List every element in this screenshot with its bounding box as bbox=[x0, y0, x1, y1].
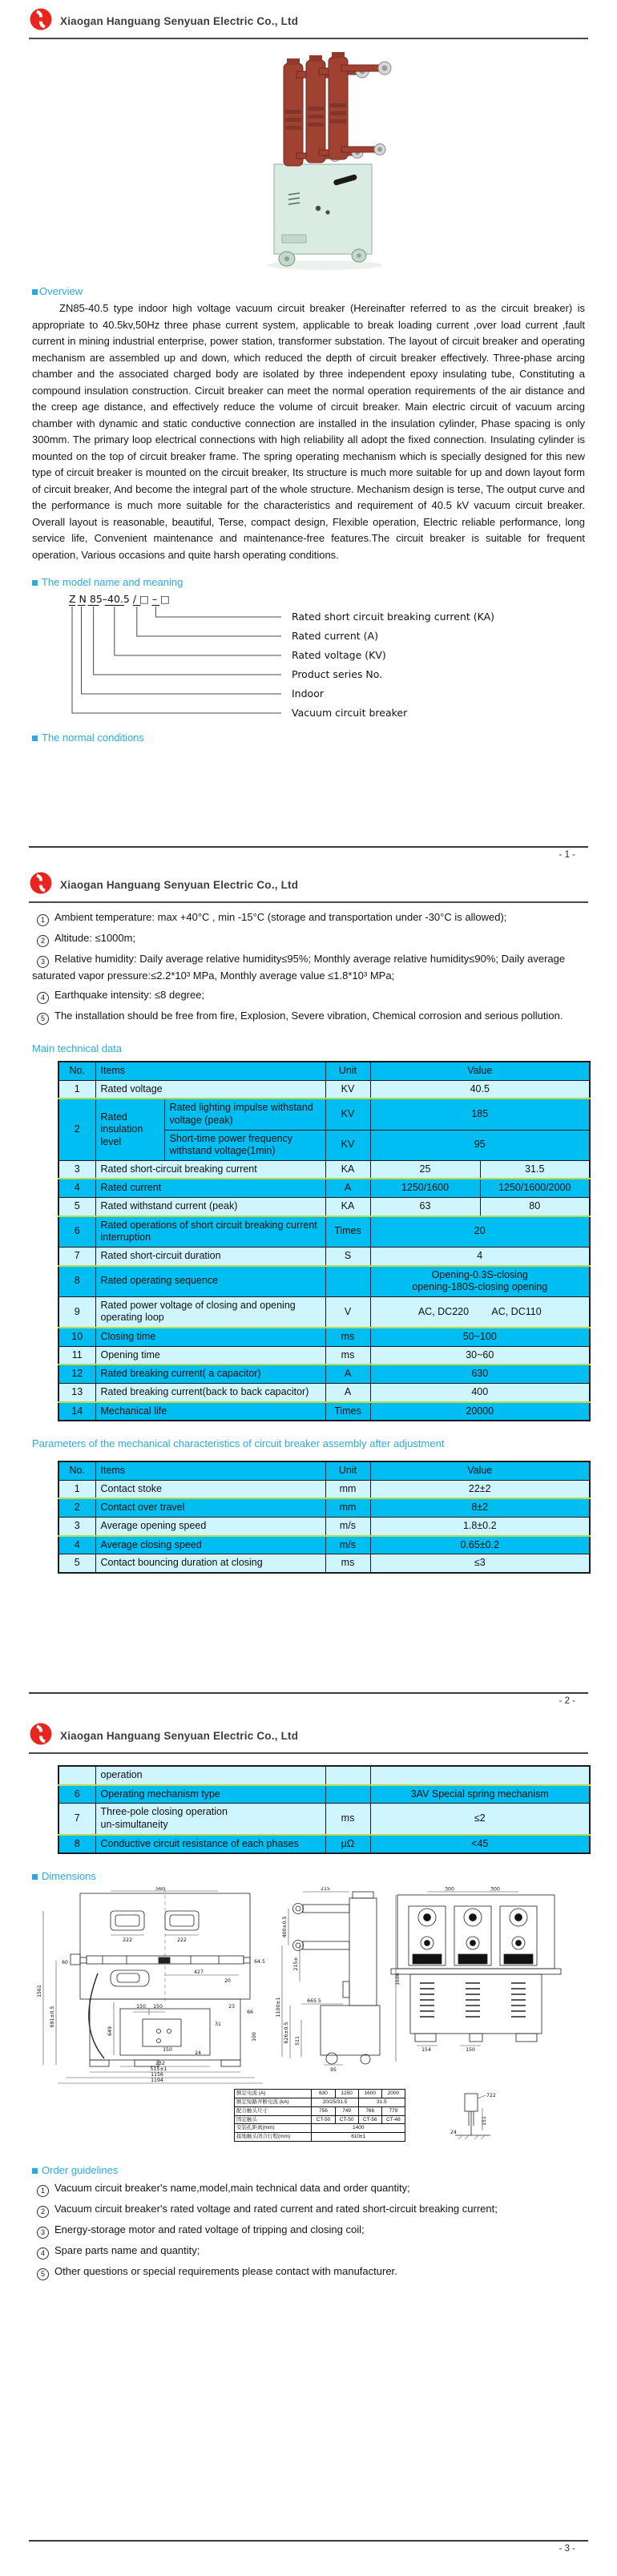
td-value: 20 bbox=[370, 1216, 590, 1248]
page-number: - 2 - bbox=[559, 1696, 575, 1706]
table-row bbox=[58, 1365, 590, 1383]
circled-number: 5 bbox=[37, 1013, 49, 1025]
model-label: Rated voltage (KV) bbox=[292, 649, 386, 661]
td-no: 4 bbox=[58, 1536, 95, 1554]
table-row bbox=[58, 1179, 590, 1197]
section-heading-label: Main technical data bbox=[32, 1042, 123, 1054]
td-no: 2 bbox=[58, 1498, 95, 1517]
td-value: 1400 bbox=[312, 2124, 405, 2133]
table-row bbox=[58, 1198, 590, 1216]
page-1 bbox=[0, 0, 617, 864]
dim-label: 400±0.5 bbox=[282, 1916, 288, 1938]
section-heading-label: Overview bbox=[39, 285, 83, 297]
td-item: Rated operations of short circuit breaking current interruption bbox=[95, 1216, 325, 1248]
td-value: 779 bbox=[381, 2106, 405, 2115]
circled-number: 3 bbox=[37, 956, 49, 968]
condition-text: Ambient temperature: max +40°C , min -15°C (storage and transportation under -30°C is allowed); bbox=[54, 911, 507, 923]
dim-label: 1686 bbox=[395, 1973, 401, 1985]
td-unit: KV bbox=[325, 1080, 370, 1099]
guideline-text: Vacuum circuit breaker's name,model,main technical data and order quantity; bbox=[54, 2182, 410, 2195]
guideline-item bbox=[32, 2201, 585, 2218]
header-rule bbox=[29, 38, 588, 39]
td-unit: A bbox=[325, 1179, 370, 1197]
product-photo bbox=[240, 44, 617, 279]
col-value: Value bbox=[370, 1461, 590, 1480]
td-value: 630 bbox=[370, 1365, 590, 1383]
guideline-text: Vacuum circuit breaker's rated voltage and rated current and rated short-circuit breaking current; bbox=[54, 2203, 498, 2215]
dim-label: 150 bbox=[466, 2047, 475, 2054]
td-value: 80 bbox=[480, 1198, 590, 1216]
td-subitem: Rated lighting impulse withstand voltage (peak) bbox=[164, 1099, 325, 1130]
dim-label: 1194 bbox=[151, 2078, 163, 2084]
td-no bbox=[58, 1766, 95, 1785]
td-value: ≤2 bbox=[370, 1804, 590, 1835]
model-label: Product series No. bbox=[292, 668, 383, 680]
table-row bbox=[58, 1536, 590, 1554]
dim-label: 1156 bbox=[151, 2072, 163, 2078]
td-no: 5 bbox=[58, 1198, 95, 1216]
td-value: 766 bbox=[358, 2106, 381, 2115]
table-row bbox=[58, 1346, 590, 1365]
page-footer-rule bbox=[29, 1692, 588, 1694]
td-no: 7 bbox=[58, 1804, 95, 1835]
dim-label: 154 bbox=[421, 2047, 431, 2054]
table-row bbox=[58, 1804, 590, 1835]
td-unit: KA bbox=[325, 1160, 370, 1179]
td-label: 接地触头闭合行程(mm) bbox=[235, 2133, 312, 2142]
td-item: Contact bouncing duration at closing bbox=[95, 1554, 325, 1573]
td-item: Rated short-circuit breaking current bbox=[95, 1160, 325, 1179]
section-heading-label: The normal conditions bbox=[42, 732, 144, 744]
dim-label: 691±0.5 bbox=[50, 2006, 55, 2028]
td-value: 4 bbox=[370, 1247, 590, 1265]
page-header bbox=[0, 1715, 617, 1750]
td-item: Rated breaking current( a capacitor) bbox=[95, 1365, 325, 1383]
section-heading-label: Dimensions bbox=[42, 1870, 96, 1883]
td-value: 630 bbox=[312, 2090, 335, 2098]
col-items: Items bbox=[95, 1062, 325, 1080]
circled-number: 5 bbox=[37, 2268, 49, 2280]
condition-item bbox=[32, 930, 585, 947]
td-no: 9 bbox=[58, 1296, 95, 1328]
td-item: Rated short-circuit duration bbox=[95, 1247, 325, 1265]
td-unit: KA bbox=[325, 1198, 370, 1216]
td-value: 20/25/31.5 bbox=[312, 2098, 358, 2106]
dim-label: 24 bbox=[450, 2130, 457, 2136]
td-unit: V bbox=[325, 1296, 370, 1328]
col-unit: Unit bbox=[325, 1062, 370, 1080]
model-code: Z N 85–40.5 / □ – □ bbox=[69, 593, 170, 605]
dim-label: 232 bbox=[155, 2061, 165, 2067]
dim-label: 222 bbox=[177, 1937, 187, 1944]
table-row bbox=[58, 1160, 590, 1179]
td-value: 31.5 bbox=[358, 2098, 405, 2106]
section-heading-label: The model name and meaning bbox=[42, 576, 183, 588]
model-label: Vacuum circuit breaker bbox=[292, 707, 408, 719]
td-value: 3AV Special spring mechanism bbox=[370, 1785, 590, 1804]
td-no: 6 bbox=[58, 1216, 95, 1248]
table-row bbox=[58, 1099, 590, 1130]
col-no: No. bbox=[58, 1461, 95, 1480]
dim-label: 64.5 bbox=[254, 1959, 265, 1965]
td-unit: Times bbox=[325, 1402, 370, 1421]
td-item: Rated breaking current(back to back capacitor) bbox=[95, 1383, 325, 1401]
td-value bbox=[370, 1296, 590, 1328]
td-no: 1 bbox=[58, 1480, 95, 1498]
table-row bbox=[58, 1383, 590, 1401]
company-name: Xiaogan Hanguang Senyuan Electric Co., Ltd bbox=[60, 879, 299, 891]
table-row bbox=[58, 1518, 590, 1536]
td-no: 5 bbox=[58, 1554, 95, 1573]
td-no: 12 bbox=[58, 1365, 95, 1383]
section-heading-label: Parameters of the mechanical characteristics of circuit breaker assembly after adjustment bbox=[32, 1437, 445, 1450]
model-label: Rated short circuit breaking current (KA) bbox=[292, 611, 495, 623]
td-item: Average opening speed bbox=[95, 1518, 325, 1536]
td-value: 749 bbox=[335, 2106, 358, 2115]
circled-number: 2 bbox=[37, 935, 49, 947]
td-item: Rated withstand current (peak) bbox=[95, 1198, 325, 1216]
section-heading-label: Order guidelines bbox=[42, 2164, 119, 2177]
table-row bbox=[235, 2133, 405, 2142]
model-label: Rated current (A) bbox=[292, 630, 378, 642]
td-no: 8 bbox=[58, 1266, 95, 1297]
table-row bbox=[58, 1266, 590, 1297]
company-logo-icon bbox=[29, 7, 53, 35]
td-item: Contact stoke bbox=[95, 1480, 325, 1498]
circled-number: 4 bbox=[37, 2247, 49, 2260]
td-item: Operating mechanism type bbox=[95, 1785, 325, 1804]
dimension-drawings bbox=[24, 1887, 598, 2158]
td-unit: mm bbox=[325, 1498, 370, 1517]
section-heading-model-meaning bbox=[32, 576, 617, 588]
td-value: CT-50 bbox=[335, 2115, 358, 2124]
dim-label: 31 bbox=[215, 2022, 221, 2028]
table-row bbox=[235, 2124, 405, 2133]
dim-label: 1561 bbox=[37, 1985, 42, 1998]
td-value: 1.8±0.2 bbox=[370, 1518, 590, 1536]
section-heading-main-technical-data bbox=[32, 1042, 617, 1054]
company-logo-icon bbox=[29, 871, 53, 899]
value-line: Opening-0.3S-closing bbox=[431, 1268, 528, 1280]
table-row bbox=[58, 1835, 590, 1854]
td-value: CT-48 bbox=[381, 2115, 405, 2124]
guideline-item bbox=[32, 2264, 585, 2280]
guideline-item bbox=[32, 2180, 585, 2197]
td-unit: S bbox=[325, 1247, 370, 1265]
table-row bbox=[58, 1766, 590, 1785]
table-row bbox=[58, 1080, 590, 1099]
td-no: 4 bbox=[58, 1179, 95, 1197]
td-unit: A bbox=[325, 1365, 370, 1383]
dim-label: 649 bbox=[107, 2026, 113, 2037]
td-value: 22±2 bbox=[370, 1480, 590, 1498]
td-no: 8 bbox=[58, 1835, 95, 1854]
td-unit: KV bbox=[325, 1130, 370, 1160]
table-header-row bbox=[58, 1062, 590, 1080]
col-no: No. bbox=[58, 1062, 95, 1080]
condition-item bbox=[32, 987, 585, 1004]
table-row bbox=[58, 1554, 590, 1573]
td-unit: Times bbox=[325, 1216, 370, 1248]
dim-label: 560 bbox=[155, 1887, 165, 1893]
dim-label: 24 bbox=[195, 2050, 201, 2057]
td-value: 400 bbox=[370, 1383, 590, 1401]
td-value: 756 bbox=[312, 2106, 335, 2115]
td-item: Mechanical life bbox=[95, 1402, 325, 1421]
td-item: Rated power voltage of closing and opening operating loop bbox=[95, 1296, 325, 1328]
td-no: 13 bbox=[58, 1383, 95, 1401]
table-row bbox=[58, 1402, 590, 1421]
model-label: Indoor bbox=[292, 687, 324, 699]
guideline-text: Energy-storage motor and rated voltage of tripping and closing coil; bbox=[54, 2223, 365, 2236]
td-no: 11 bbox=[58, 1346, 95, 1365]
td-value bbox=[370, 1266, 590, 1297]
model-meaning-diagram bbox=[37, 593, 617, 727]
table-row bbox=[58, 1328, 590, 1346]
dim-label: 427 bbox=[194, 1969, 204, 1976]
td-item: Opening time bbox=[95, 1346, 325, 1365]
td-value: 185 bbox=[370, 1099, 590, 1130]
section-heading-normal-conditions bbox=[32, 732, 617, 744]
td-item: Closing time bbox=[95, 1328, 325, 1346]
col-value: Value bbox=[370, 1062, 590, 1080]
condition-text: Earthquake intensity: ≤8 degree; bbox=[54, 989, 205, 1001]
td-item: Rated voltage bbox=[95, 1080, 325, 1099]
dim-label: 151 bbox=[482, 2116, 487, 2127]
td-unit: ms bbox=[325, 1804, 370, 1835]
td-item: Rated operating sequence bbox=[95, 1266, 325, 1297]
td-unit: KV bbox=[325, 1099, 370, 1130]
value-part: AC, DC220 bbox=[417, 1305, 470, 1317]
td-value: CT-50 bbox=[312, 2115, 335, 2124]
td-value: 30~60 bbox=[370, 1346, 590, 1365]
td-item: Rated insulation level bbox=[95, 1099, 164, 1160]
guideline-text: Other questions or special requirements please contact with manufacturer. bbox=[54, 2265, 397, 2278]
company-name: Xiaogan Hanguang Senyuan Electric Co., Ltd bbox=[60, 1730, 299, 1742]
td-unit: m/s bbox=[325, 1536, 370, 1554]
condition-text: The installation should be free from fire, Explosion, Severe vibration, Chemical corrosion and serious pollution. bbox=[54, 1010, 563, 1022]
td-item: Contact over travel bbox=[95, 1498, 325, 1517]
table-row bbox=[235, 2098, 405, 2106]
td-unit: ms bbox=[325, 1328, 370, 1346]
table-row bbox=[58, 1296, 590, 1328]
circled-number: 1 bbox=[37, 914, 49, 926]
dim-label: 60 bbox=[62, 1960, 68, 1966]
td-value: 63 bbox=[370, 1198, 480, 1216]
section-heading-mechanical-parameters bbox=[32, 1437, 617, 1449]
circled-number: 3 bbox=[37, 2227, 49, 2239]
item-line: Three-pole closing operation bbox=[100, 1806, 228, 1818]
table-row bbox=[58, 1216, 590, 1248]
td-no: 14 bbox=[58, 1402, 95, 1421]
guideline-item bbox=[32, 2243, 585, 2260]
section-bullet-icon bbox=[32, 736, 38, 741]
td-item: Rated current bbox=[95, 1179, 325, 1197]
td-no: 2 bbox=[58, 1099, 95, 1160]
td-value: 40.5 bbox=[370, 1080, 590, 1099]
dim-label: 215± bbox=[293, 1957, 299, 1971]
section-heading-dimensions bbox=[32, 1870, 617, 1882]
page-number: - 3 - bbox=[559, 2544, 575, 2554]
td-value: 1250 bbox=[335, 2090, 358, 2098]
circled-number: 1 bbox=[37, 2185, 49, 2197]
col-unit: Unit bbox=[325, 1461, 370, 1480]
td-label: 固定触头 bbox=[235, 2115, 312, 2124]
section-bullet-icon bbox=[32, 2168, 38, 2174]
td-label: 额定电流 (A) bbox=[235, 2090, 312, 2098]
dim-label: 95 bbox=[330, 2067, 337, 2074]
table-row bbox=[235, 2106, 405, 2115]
header-rule bbox=[29, 901, 588, 903]
page-header bbox=[0, 864, 617, 899]
td-unit bbox=[325, 1266, 370, 1297]
condition-text: Altitude: ≤1000m; bbox=[54, 932, 136, 944]
td-subitem: Short-time power frequency withstand voltage(1min) bbox=[164, 1130, 325, 1160]
table-row bbox=[58, 1785, 590, 1804]
td-label: 额定短路开断电流 (kA) bbox=[235, 2098, 312, 2106]
td-item: Average closing speed bbox=[95, 1536, 325, 1554]
dim-label: 1100±1 bbox=[276, 1997, 281, 2018]
col-items: Items bbox=[95, 1461, 325, 1480]
dim-label: 150 bbox=[153, 2004, 163, 2010]
overview-paragraph: ZN85-40.5 type indoor high voltage vacuum circuit breaker (Hereinafter referred to as the circuit breaker) is appropriate to 40.5kv,50Hz three phase current system, applicable to break loading current ,over load current ,fault current in mining industrial enterprise, power station, transformer substation. The layout of circuit breaker and operating mechanism are assembled up and down, which reduced the depth of circuit breaker effectively. Three-phase arcing chamber and the associated charged body are isolated by three independent epoxy insulating tube, Constituting a compound insulation construction. Circuit breaker can meet the normal operation requirements of the air distance and the creep age distance, and effectively reduce the volume of circuit breaker. Main electric circuit of vacuum arcing chamber with dynamic and static conductive connection are installed in the insulation cylinder, Phase spacing is only 300mm. The primary loop electrical connections with high reliability all adopt the fixed connection. Insulating cylinder is mounted on the top of circuit breaker frame. The spring operating mechanism which is specially designed for this new type of circuit breaker is mounted on the circuit breaker, Its structure is much more suitable for up and down layout form of circuit breaker, And become the integral part of the whole structure. Mechanism design is terse, The output curve and the performance is much more suitable for the characteristics and requirement of 40.5 kV vacuum circuit breaker. Overall layout is reasonable, beautiful, Terse, compact design, Flexible operation, Electric reliable performance, long service life, Convenient maintenance and maintenance-free features.The circuit breaker is suitable for frequent operation, Various occasions and quite harsh operating conditions. bbox=[32, 302, 585, 561]
section-bullet-icon bbox=[32, 289, 38, 295]
dim-label: 722 bbox=[486, 2093, 496, 2099]
page-footer-rule bbox=[29, 846, 588, 848]
page-3 bbox=[0, 1715, 617, 2576]
dim-label: 300 bbox=[490, 1887, 500, 1893]
td-unit: ms bbox=[325, 1554, 370, 1573]
dim-label: 300 bbox=[445, 1887, 454, 1893]
td-value bbox=[370, 1766, 590, 1785]
section-bullet-icon bbox=[32, 1874, 38, 1880]
table-row bbox=[58, 1498, 590, 1517]
mechanical-parameters-table-continued bbox=[58, 1765, 591, 1854]
page-header bbox=[0, 0, 617, 35]
dim-label: 515±1 bbox=[150, 2066, 167, 2073]
circled-number: 2 bbox=[37, 2206, 49, 2218]
td-no: 3 bbox=[58, 1160, 95, 1179]
table-row bbox=[58, 1480, 590, 1498]
td-value: 50~100 bbox=[370, 1328, 590, 1346]
dim-label: 222 bbox=[123, 1937, 132, 1944]
guideline-item bbox=[32, 2222, 585, 2239]
td-label: 安装孔距离(mm) bbox=[235, 2124, 312, 2133]
td-value: 2000 bbox=[381, 2090, 405, 2098]
company-name: Xiaogan Hanguang Senyuan Electric Co., Ltd bbox=[60, 15, 299, 27]
section-heading-order-guidelines bbox=[32, 2164, 617, 2176]
td-value: 8±2 bbox=[370, 1498, 590, 1517]
td-value: 31.5 bbox=[480, 1160, 590, 1179]
page-number: - 1 - bbox=[559, 850, 575, 860]
td-no: 10 bbox=[58, 1328, 95, 1346]
dim-label: 215 bbox=[321, 1887, 330, 1893]
td-unit: mm bbox=[325, 1480, 370, 1498]
header-rule bbox=[29, 1752, 588, 1754]
condition-item bbox=[32, 951, 585, 983]
td-value: CT-56 bbox=[358, 2115, 381, 2124]
td-item: operation bbox=[95, 1766, 325, 1785]
page-2 bbox=[0, 864, 617, 1715]
td-unit: A bbox=[325, 1383, 370, 1401]
td-unit: ms bbox=[325, 1346, 370, 1365]
td-value: <45 bbox=[370, 1835, 590, 1854]
guideline-text: Spare parts name and quantity; bbox=[54, 2244, 200, 2257]
condition-text: Relative humidity: Daily average relative humidity≤95%; Monthly average relative humidity≤90%; Daily average saturated vapor pressure:≤2.2*10³ MPa, Monthly average value ≤1.8*10³ MPa; bbox=[32, 953, 566, 982]
dim-label: 66 bbox=[247, 2010, 253, 2016]
vacuum-breaker-image bbox=[240, 44, 393, 275]
table-header-row bbox=[58, 1461, 590, 1480]
td-no: 3 bbox=[58, 1518, 95, 1536]
table-row bbox=[235, 2115, 405, 2124]
order-guidelines-list bbox=[32, 2180, 585, 2280]
main-technical-data-table bbox=[58, 1061, 591, 1421]
dim-label: 100 bbox=[252, 2032, 257, 2042]
td-value: 95 bbox=[370, 1130, 590, 1160]
section-heading-overview bbox=[32, 285, 617, 297]
item-line: un-simultaneity bbox=[100, 1818, 168, 1830]
dim-label: 150 bbox=[163, 2047, 172, 2054]
section-bullet-icon bbox=[32, 580, 38, 586]
td-value: 1250/1600 bbox=[370, 1179, 480, 1197]
value-part: AC, DC110 bbox=[491, 1305, 542, 1317]
td-value: 1250/1600/2000 bbox=[480, 1179, 590, 1197]
normal-conditions-list bbox=[32, 909, 585, 1025]
td-no: 1 bbox=[58, 1080, 95, 1099]
condition-item bbox=[32, 909, 585, 926]
dim-label: 626±0.5 bbox=[284, 2022, 289, 2044]
page-footer-rule bbox=[29, 2540, 588, 2542]
td-no: 7 bbox=[58, 1247, 95, 1265]
td-no: 6 bbox=[58, 1785, 95, 1804]
td-value: 1600 bbox=[358, 2090, 381, 2098]
td-value: 20000 bbox=[370, 1402, 590, 1421]
td-item: Conductive circuit resistance of each phases bbox=[95, 1835, 325, 1854]
td-value: ≤3 bbox=[370, 1554, 590, 1573]
td-item bbox=[95, 1804, 325, 1835]
dim-label: 150 bbox=[136, 2004, 146, 2010]
circled-number: 4 bbox=[37, 992, 49, 1004]
dim-label: 23 bbox=[228, 2004, 235, 2010]
td-unit: m/s bbox=[325, 1518, 370, 1536]
condition-item bbox=[32, 1008, 585, 1025]
td-unit bbox=[325, 1785, 370, 1804]
company-logo-icon bbox=[29, 1722, 53, 1750]
table-row bbox=[235, 2090, 405, 2098]
dim-label: 511 bbox=[295, 2036, 300, 2046]
td-value: 0.65±0.2 bbox=[370, 1536, 590, 1554]
td-unit bbox=[325, 1766, 370, 1785]
drawing-parameters-table bbox=[234, 2089, 405, 2142]
td-value: 610±1 bbox=[312, 2133, 405, 2142]
table-row bbox=[58, 1247, 590, 1265]
dim-label: 20 bbox=[224, 1978, 231, 1985]
td-unit: μΩ bbox=[325, 1835, 370, 1854]
td-value: 25 bbox=[370, 1160, 480, 1179]
dim-label: 665.5 bbox=[307, 1998, 321, 2005]
td-label: 配合触头尺寸 bbox=[235, 2106, 312, 2115]
mechanical-parameters-table bbox=[58, 1461, 591, 1574]
value-line: opening-180S-closing opening bbox=[412, 1281, 548, 1293]
